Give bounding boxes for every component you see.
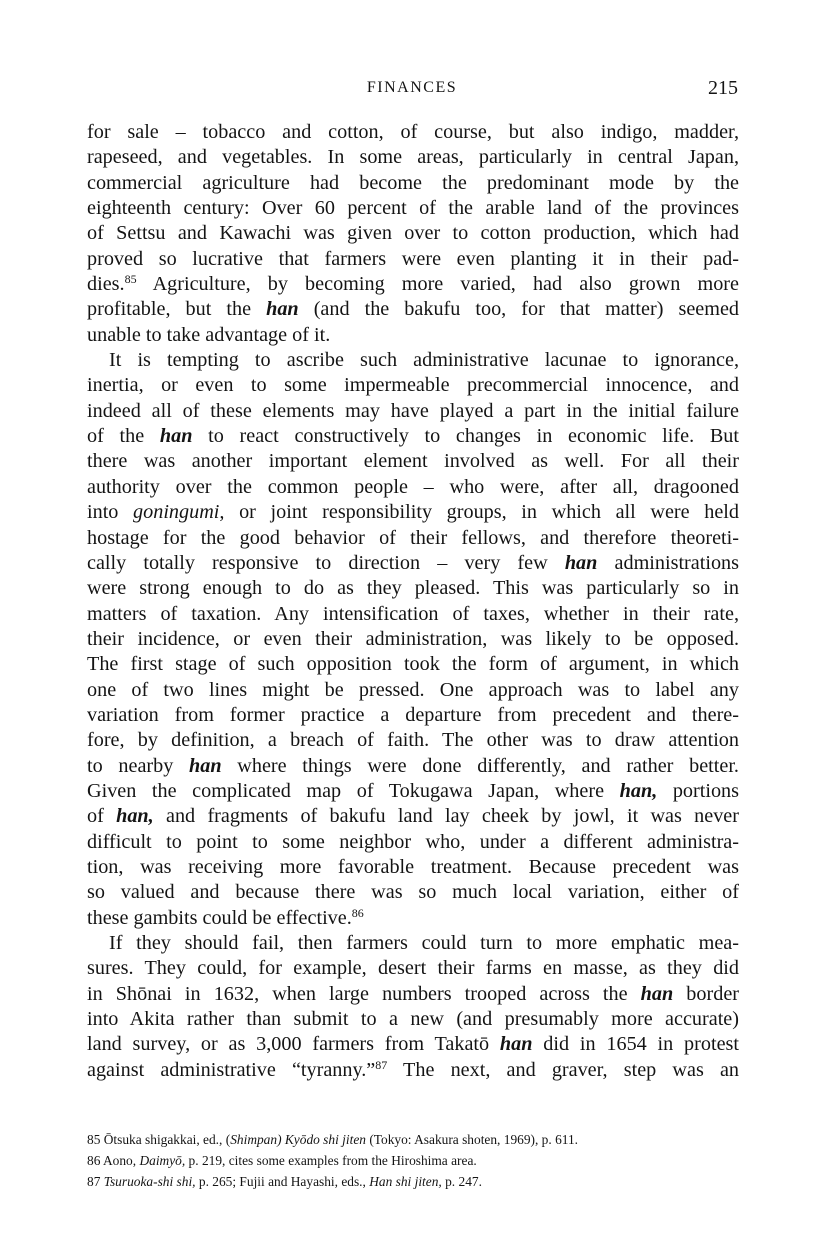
italic-term: han <box>266 298 299 321</box>
text-line: against administrative “tyranny.”$^{87}$ The next, and graver, step was an <box>87 1057 739 1081</box>
text-line: commercial agriculture had become the predominant mode by the <box>87 171 739 194</box>
italic-term: han, <box>619 779 658 802</box>
text-line: their incidence, or even their administration, was likely to be opposed. <box>87 627 739 650</box>
text-line: of Settsu and Kawachi was given over to cotton production, which had <box>87 222 739 245</box>
text-line: eighteenth century: Over 60 percent of the arable land of the provinces <box>87 197 739 220</box>
text-line: variation from former practice a departure from precedent and there- <box>87 703 739 726</box>
italic-term: han <box>159 425 193 448</box>
text-line: for sale – tobacco and cotton, of course, but also indigo, madder, <box>87 121 739 143</box>
text-line: rapeseed, and vegetables. In some areas, particularly in central Japan, <box>87 146 739 169</box>
text-line: proved so lucrative that farmers were even planting it in their pad- <box>87 247 739 270</box>
text-line: sures. They could, for example, desert their farms en masse, as they did <box>87 957 739 980</box>
text-line: authority over the common people – who were, after all, dragooned <box>87 475 739 498</box>
text-line: one of two lines might be pressed. One approach was to label any <box>87 678 739 701</box>
footnote-ref-86: 86 <box>351 905 364 920</box>
text-line: of han, and fragments of bakufu land lay cheek by jowl, it was never <box>87 805 739 828</box>
text-line: profitable, but the han (and the bakufu too, for that matter) seemed <box>87 298 739 321</box>
text-line: The first stage of such opposition took the form of argument, in which <box>87 653 739 676</box>
italic-term: han <box>499 1033 533 1056</box>
text-line: to nearby han where things were done differently, and rather better. <box>87 754 739 777</box>
paragraph-start: It is tempting to ascribe such administrative lacunae to ignorance, <box>109 349 739 372</box>
text-line: dies.$^{85}$ Agriculture, by becoming more varied, had also grown more <box>87 272 739 296</box>
text-line: land survey, or as 3,000 farmers from Takatō han did in 1654 in protest <box>87 1033 739 1056</box>
text-line: there was another important element involved as well. For all their <box>87 450 739 473</box>
text-line: inertia, or even to some impermeable precommercial innocence, and <box>87 374 739 397</box>
paragraph-start: If they should fail, then farmers could turn to more emphatic mea- <box>109 932 739 954</box>
text-line: so valued and because there was so much local variation, either of <box>87 881 739 904</box>
footnote-86: 86 Aono, Daimyō, p. 219, cites some examples from the Hiroshima area. <box>87 1153 477 1168</box>
text-line: into goningumi, or joint responsibility groups, in which all were held <box>87 501 739 524</box>
text-line: hostage for the good behavior of their fellows, and therefore theoreti- <box>87 526 739 549</box>
text-line: of the han to react constructively to changes in economic life. But <box>87 425 739 448</box>
text-line: into Akita rather than submit to a new (and presumably more accurate) <box>87 1008 739 1031</box>
footnote-ref-87: 87 <box>375 1057 388 1072</box>
page-number: 215 <box>708 77 738 99</box>
running-title: FINANCES <box>366 79 458 96</box>
text-line: difficult to point to some neighbor who, under a different administra- <box>87 830 739 853</box>
running-head <box>86 76 738 100</box>
text-line: matters of taxation. Any intensification of taxes, whether in their rate, <box>87 602 739 625</box>
text-line: these gambits could be effective.$^{86}$ <box>87 905 364 929</box>
italic-term: han <box>189 754 222 777</box>
text-line: fore, by definition, a breach of faith. The other was to draw attention <box>87 729 739 752</box>
italic-term: goningumi, <box>133 501 225 524</box>
italic-term: han <box>564 551 598 574</box>
text-line: were strong enough to do as they pleased. This was particularly so in <box>87 577 739 600</box>
text-line: in Shōnai in 1632, when large numbers trooped across the han border <box>87 982 739 1005</box>
text-line: indeed all of these elements may have played a part in the initial failure <box>87 399 739 422</box>
body-text <box>87 120 739 1083</box>
footnote-ref-85: 85 <box>124 272 137 287</box>
text-line: Given the complicated map of Tokugawa Japan, where han, portions <box>87 779 739 802</box>
italic-term: han, <box>116 805 154 828</box>
italic-term: han <box>640 982 674 1005</box>
footnote-87: 87 Tsuruoka-shi shi, p. 265; Fujii and Hayashi, eds., Han shi jiten, p. 247. <box>87 1174 482 1189</box>
footnotes <box>87 1129 739 1192</box>
text-line: tion, was receiving more favorable treatment. Because precedent was <box>87 855 739 878</box>
footnote-85: 85 Ōtsuka shigakkai, ed., (Shimpan) Kyōdo shi jiten (Tokyo: Asakura shoten, 1969), p. 611. <box>87 1132 579 1147</box>
text-line: unable to take advantage of it. <box>87 323 331 346</box>
text-line: cally totally responsive to direction – very few han administrations <box>87 551 739 574</box>
